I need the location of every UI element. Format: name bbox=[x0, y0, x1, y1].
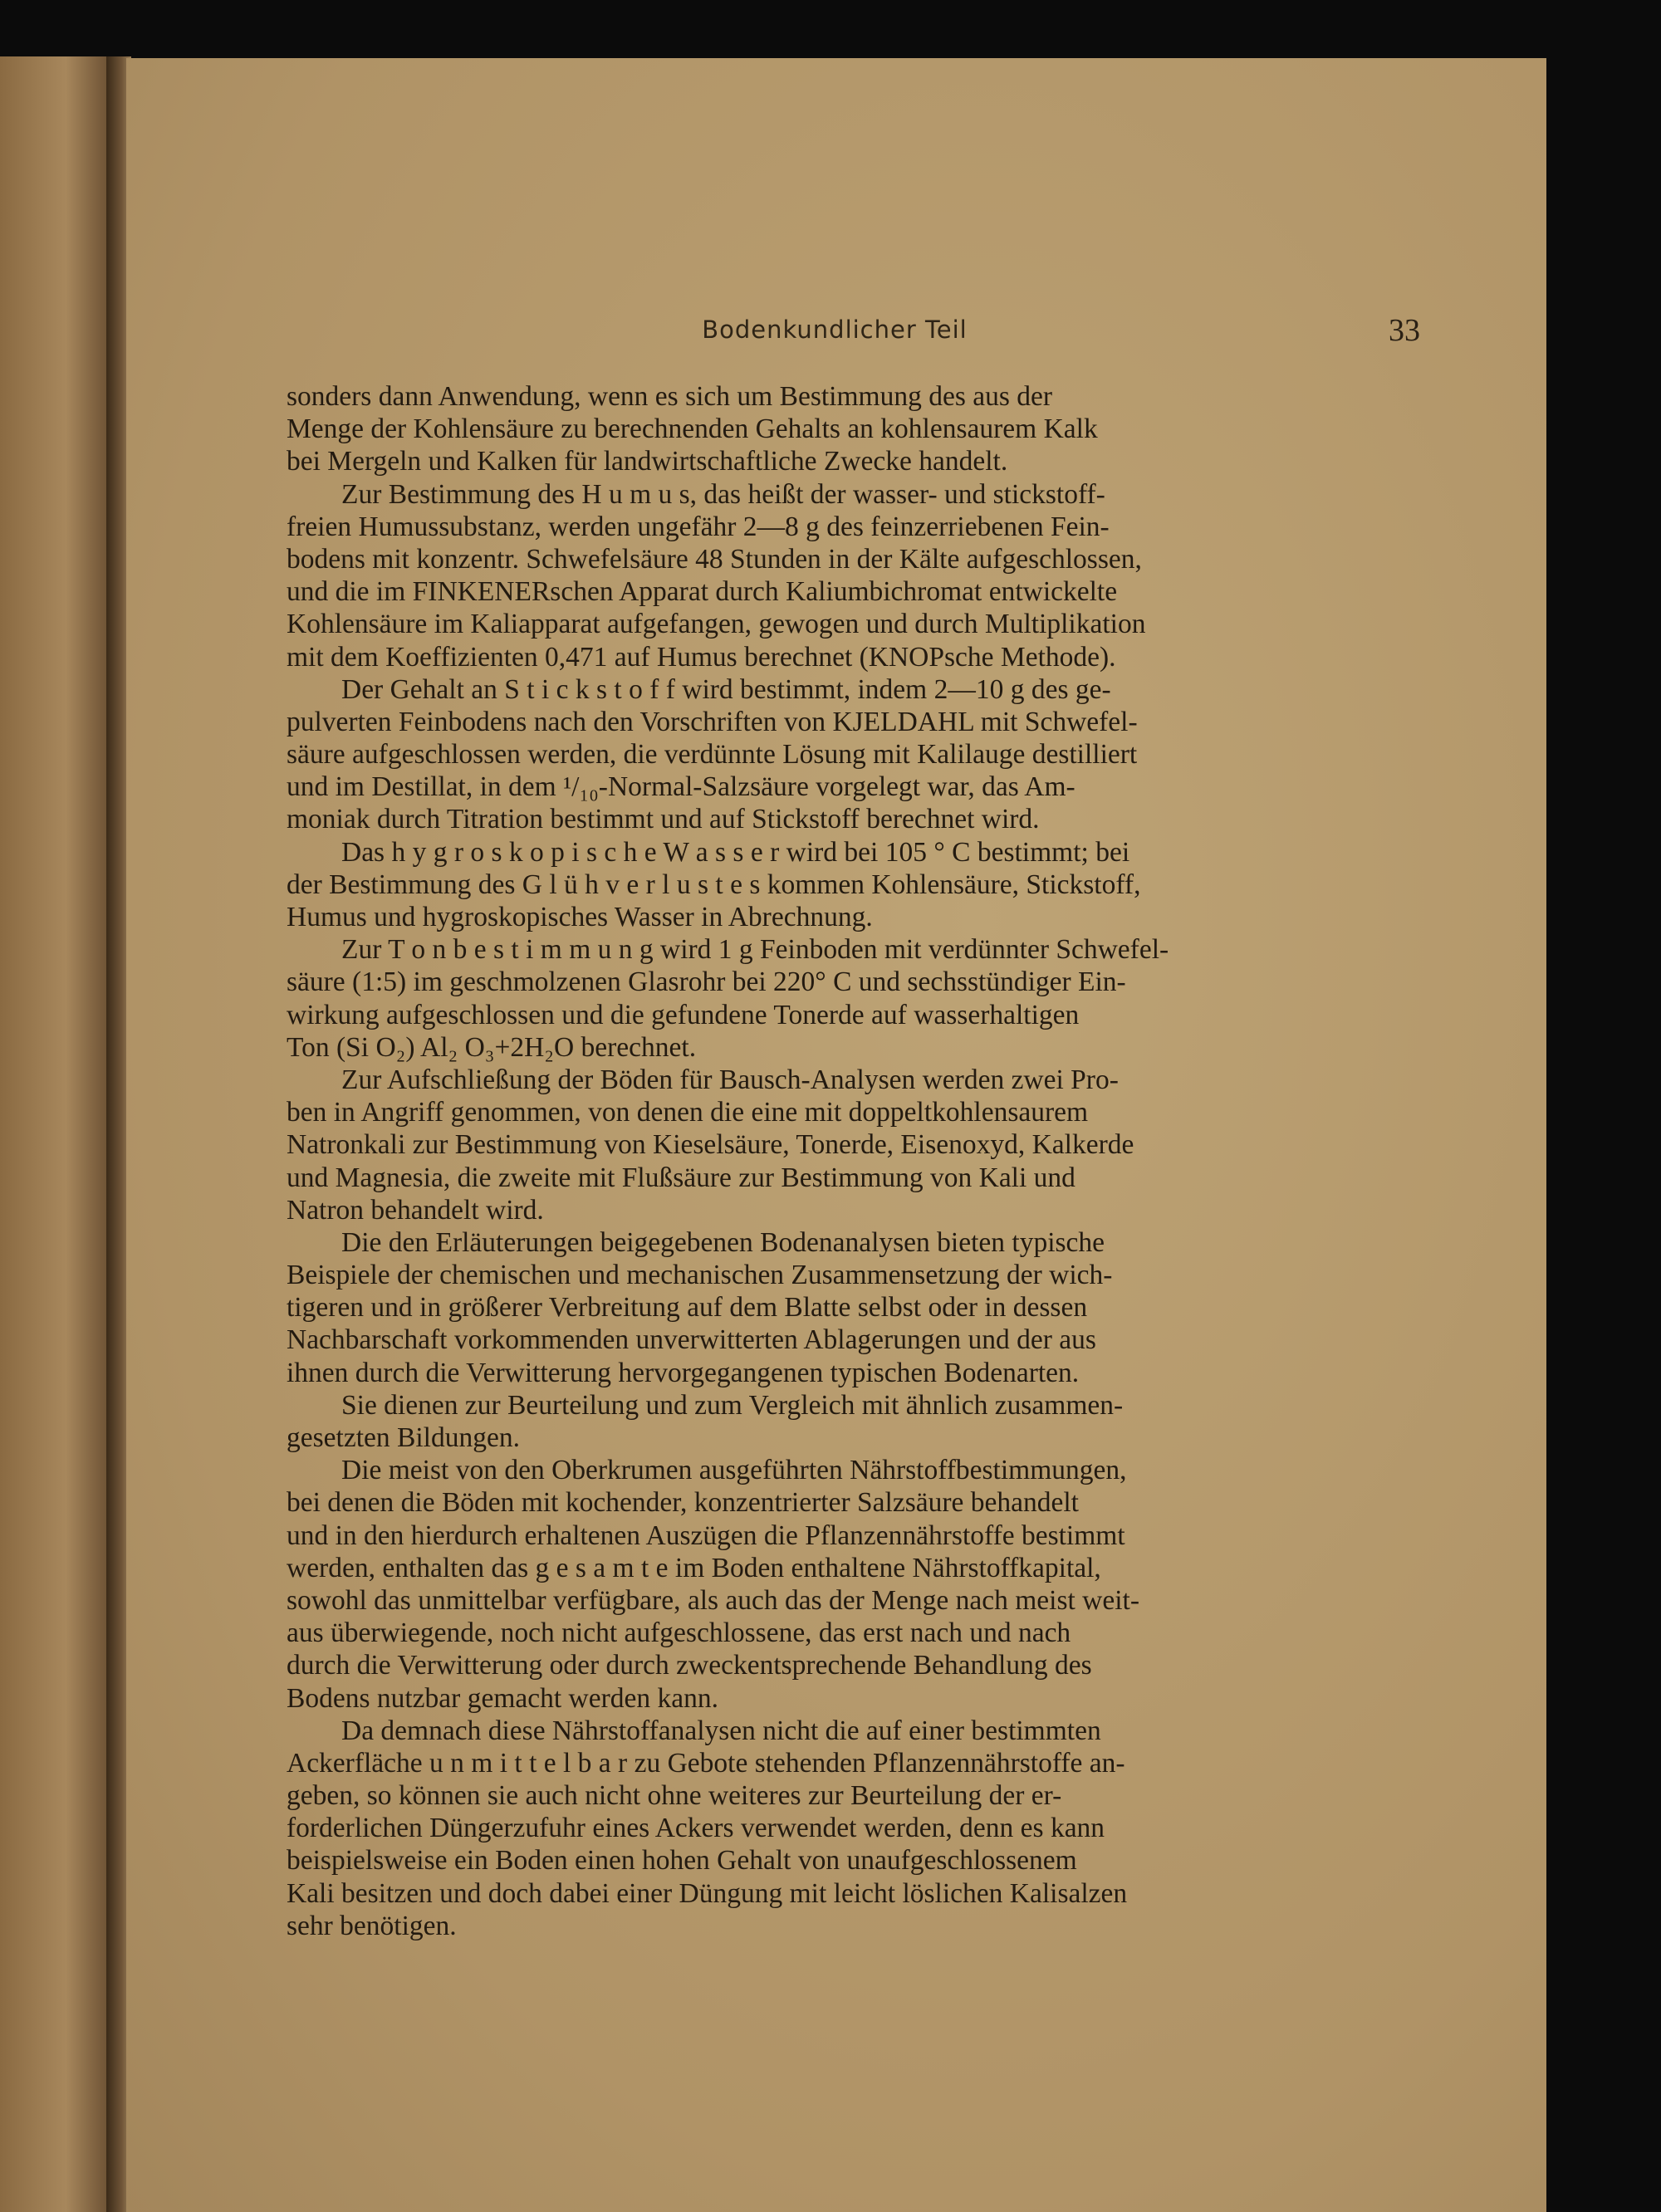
text-line: säure aufgeschlossen werden, die verdünnte Lösung mit Kalilauge destilliert bbox=[287, 739, 1138, 771]
book-page bbox=[126, 58, 1546, 2212]
text-line: Ton (Si O₂) Al₂ O₃+2H₂O berechnet. bbox=[287, 1031, 697, 1063]
text-line: und im Destillat, in dem ¹/₁₀-Normal-Salzsäure vorgelegt war, das Am- bbox=[287, 771, 1075, 803]
text-line: und in den hierdurch erhaltenen Auszügen die Pflanzennährstoffe bestimmt bbox=[287, 1520, 1125, 1551]
text-line: durch die Verwitterung oder durch zweckentsprechende Behandlung des bbox=[287, 1650, 1092, 1681]
text-line: Nachbarschaft vorkommenden unverwitterten Ablagerungen und der aus bbox=[287, 1324, 1096, 1356]
text-line: Bodens nutzbar gemacht werden kann. bbox=[287, 1682, 719, 1714]
running-title: Bodenkundlicher Teil bbox=[702, 316, 968, 344]
text-line: Zur Aufschließung der Böden für Bausch-Analysen werden zwei Pro- bbox=[341, 1064, 1119, 1095]
text-line: Beispiele der chemischen und mechanischen Zusammensetzung der wich- bbox=[287, 1260, 1113, 1291]
text-line: Kali besitzen und doch dabei einer Düngung mit leicht löslichen Kalisalzen bbox=[287, 1877, 1128, 1909]
page-header bbox=[249, 313, 1420, 352]
text-line: säure (1:5) im geschmolzenen Glasrohr bei 220° C und sechsstündiger Ein- bbox=[287, 967, 1126, 998]
text-line: Zur T o n b e s t i m m u n g wird 1 g Feinboden mit verdünnter Schwefel- bbox=[341, 934, 1169, 966]
text-line: moniak durch Titration bestimmt und auf Stickstoff berechnet wird. bbox=[287, 804, 1040, 835]
text-line: Natron behandelt wird. bbox=[287, 1194, 544, 1226]
text-line: mit dem Koeffizienten 0,471 auf Humus berechnet (KNOPsche Methode). bbox=[287, 641, 1116, 673]
text-line: tigeren und in größerer Verbreitung auf dem Blatte selbst oder in dessen bbox=[287, 1292, 1088, 1324]
text-line: pulverten Feinbodens nach den Vorschriften von KJELDAHL mit Schwefel- bbox=[287, 706, 1138, 737]
text-line: Das h y g r o s k o p i s c h e W a s s e r wird bei 105 ° C bestimmt; bei bbox=[341, 836, 1130, 868]
text-line: sonders dann Anwendung, wenn es sich um Bestimmung des aus der bbox=[287, 381, 1053, 412]
text-line: Ackerfläche u n m i t t e l b a r zu Gebote stehenden Pflanzennährstoffe an- bbox=[287, 1747, 1125, 1779]
text-line: aus überwiegende, noch nicht aufgeschlossene, das erst nach und nach bbox=[287, 1617, 1071, 1649]
text-line: Die meist von den Oberkrumen ausgeführten Nährstoffbestimmungen, bbox=[341, 1455, 1127, 1486]
text-line: geben, so können sie auch nicht ohne weiteres zur Beurteilung der er- bbox=[287, 1780, 1062, 1812]
text-line: Menge der Kohlensäure zu berechnenden Gehalts an kohlensaurem Kalk bbox=[287, 414, 1098, 445]
text-line: Natronkali zur Bestimmung von Kieselsäure, Tonerde, Eisenoxyd, Kalkerde bbox=[287, 1129, 1134, 1161]
text-line: Die den Erläuterungen beigegebenen Bodenanalysen bieten typische bbox=[341, 1226, 1105, 1258]
text-line: bodens mit konzentr. Schwefelsäure 48 Stunden in der Kälte aufgeschlossen, bbox=[287, 543, 1142, 575]
text-line: Humus und hygroskopisches Wasser in Abrechnung. bbox=[287, 902, 873, 932]
page-number: 33 bbox=[1389, 313, 1420, 348]
text-line: ihnen durch die Verwitterung hervorgegangenen typischen Bodenarten. bbox=[287, 1357, 1080, 1388]
text-line: beispielsweise ein Boden einen hohen Gehalt von unaufgeschlossenem bbox=[287, 1845, 1077, 1877]
text-line: werden, enthalten das g e s a m t e im Boden enthaltene Nährstoffkapital, bbox=[287, 1552, 1101, 1583]
text-line: Sie dienen zur Beurteilung und zum Vergleich mit ähnlich zusammen- bbox=[341, 1389, 1124, 1421]
text-line: freien Humussubstanz, werden ungefähr 2—8 g des feinzerriebenen Fein- bbox=[287, 511, 1110, 542]
text-line: Da demnach diese Nährstoffanalysen nicht die auf einer bestimmten bbox=[341, 1715, 1101, 1746]
text-line: sowohl das unmittelbar verfügbare, als auch das der Menge nach meist weit- bbox=[287, 1584, 1140, 1616]
text-line: und Magnesia, die zweite mit Flußsäure zur Bestimmung von Kali und bbox=[287, 1162, 1075, 1193]
text-line: bei denen die Böden mit kochender, konzentrierter Salzsäure behandelt bbox=[287, 1487, 1079, 1519]
text-line: bei Mergeln und Kalken für landwirtschaftliche Zwecke handelt. bbox=[287, 446, 1008, 477]
text-line: gesetzten Bildungen. bbox=[287, 1422, 520, 1453]
text-line: der Bestimmung des G l ü h v e r l u s t e s kommen Kohlensäure, Stickstoff, bbox=[287, 869, 1141, 900]
text-line: sehr benötigen. bbox=[287, 1910, 457, 1941]
text-line: und die im FINKENERschen Apparat durch Kaliumbichromat entwickelte bbox=[287, 576, 1118, 608]
text-line: Der Gehalt an S t i c k s t o f f wird bestimmt, indem 2—10 g des ge- bbox=[341, 673, 1111, 705]
text-line: forderlichen Düngerzufuhr eines Ackers verwendet werden, denn es kann bbox=[287, 1813, 1105, 1844]
text-line: Kohlensäure im Kaliapparat aufgefangen, gewogen und durch Multiplikation bbox=[287, 609, 1146, 640]
left-page-edge bbox=[0, 56, 110, 2212]
text-line: wirkung aufgeschlossen und die gefundene Tonerde auf wasserhaltigen bbox=[287, 999, 1080, 1030]
body-text bbox=[287, 380, 1420, 1942]
text-line: Zur Bestimmung des H u m u s, das heißt der wasser- und stickstoff- bbox=[341, 478, 1105, 510]
text-line: ben in Angriff genommen, von denen die eine mit doppeltkohlensaurem bbox=[287, 1097, 1089, 1128]
